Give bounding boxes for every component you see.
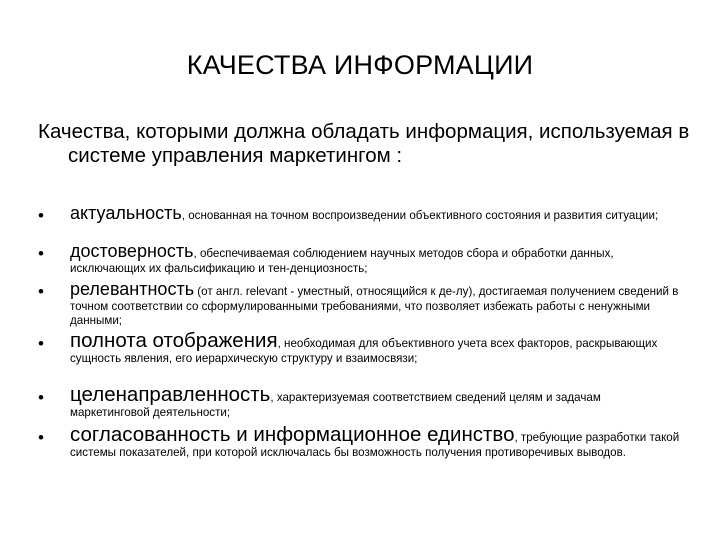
item-term: целенаправленность bbox=[70, 383, 271, 406]
item-description: , характеризуемая соответствием сведений целям и задачам маркетинговой деятельности; bbox=[70, 391, 601, 419]
bullet: • bbox=[38, 388, 44, 407]
item-text bbox=[70, 329, 680, 366]
bullet: • bbox=[38, 244, 44, 263]
item-description: , основанная на точном воспроизведении объективного состояния и развития ситуации; bbox=[181, 209, 659, 222]
item-description: , требующие разработки такой системы показателей, при которой исключалась бы возможность получения противоречивых выводов. bbox=[70, 431, 680, 459]
bullet: • bbox=[38, 206, 44, 225]
bullet: • bbox=[38, 282, 44, 301]
bullet: • bbox=[38, 334, 44, 353]
item-term: согласованность и информационное единство bbox=[70, 423, 515, 446]
item-term: достоверность bbox=[70, 241, 194, 261]
item-term: актуальность bbox=[70, 203, 182, 223]
item-description: (от англ. relevant - уместный, относящийся к де-лу), достигаемая получением сведений в точном соответствии со сформулированными требованиями, что позволяет избежать работы с ненужными данными; bbox=[70, 285, 679, 327]
item-description: , необходимая для объективного учета всех факторов, раскрывающих сущность явления, его иерархическую структуру и взаимосвязи; bbox=[70, 337, 658, 365]
bullet: • bbox=[38, 428, 44, 447]
slide-title: КАЧЕСТВА ИНФОРМАЦИИ bbox=[186, 50, 534, 80]
item-description: , обеспечиваемая соблюдением научных методов сбора и обработки данных, исключающих их фальсификацию и тен-денциозность; bbox=[70, 247, 614, 275]
item-text bbox=[70, 383, 680, 420]
item-term: релевантность bbox=[70, 279, 195, 299]
item-term: полнота отображения bbox=[70, 329, 278, 352]
intro-text: Качества, которыми должна обладать информация, используемая в системе управления маркетингом : bbox=[38, 120, 690, 167]
item-text bbox=[70, 423, 680, 460]
item-text bbox=[70, 279, 680, 329]
item-text bbox=[70, 241, 680, 276]
item-text bbox=[70, 203, 680, 224]
